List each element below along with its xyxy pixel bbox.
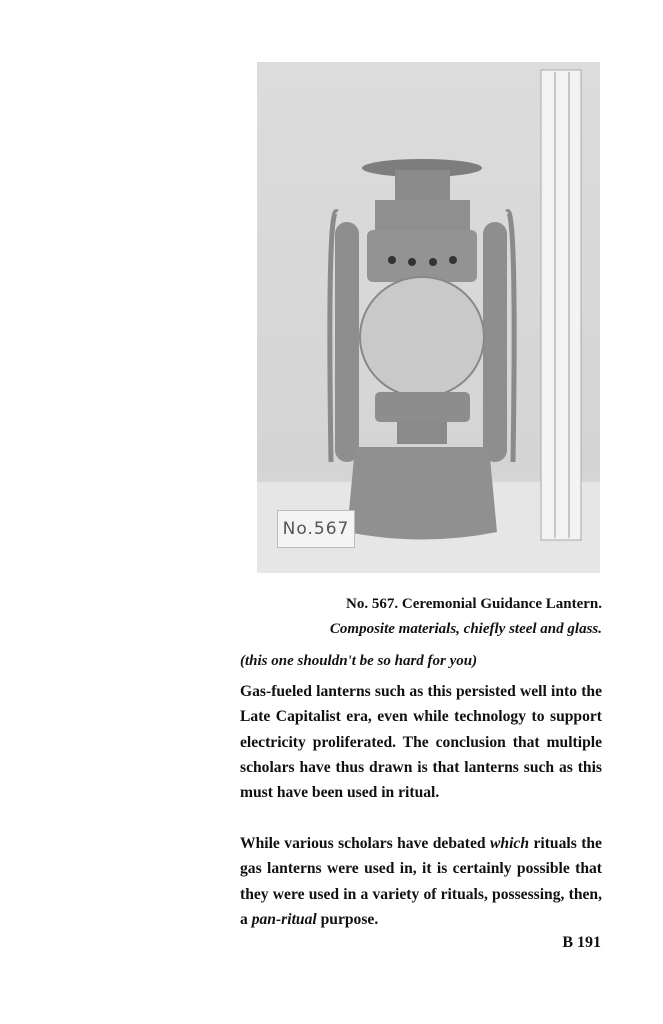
handwritten-note: (this one shouldn't be so hard for you) bbox=[240, 653, 478, 669]
body-paragraph-1: Gas-fueled lanterns such as this persisted well into the Late Capitalist era, even while technology to support electricity proliferated. The conclusion that multiple scholars have thus drawn is that lanterns such as this must have been used in ritual. bbox=[240, 683, 602, 802]
p2-text-b: rituals the gas lanterns were used in, it is certainly possible that they were used in a variety of rituals, possessing, then, a bbox=[240, 835, 602, 928]
figure-caption-title: No. 567. Ceremonial Guidance Lantern. bbox=[346, 596, 602, 612]
page-number: B 191 bbox=[562, 934, 601, 951]
p2-text-a: While various scholars have debated bbox=[240, 835, 491, 852]
item-number-tag: No.567 bbox=[277, 510, 355, 548]
figure-caption-materials: Composite materials, chiefly steel and glass. bbox=[329, 621, 602, 637]
lantern-photo bbox=[257, 62, 600, 573]
p2-emphasis-pan-ritual: pan-ritual bbox=[251, 910, 317, 928]
body-paragraph-2 bbox=[240, 831, 602, 932]
p2-emphasis-which: which bbox=[490, 835, 530, 852]
p2-text-c: purpose. bbox=[316, 910, 379, 928]
lantern-illustration bbox=[257, 62, 600, 573]
